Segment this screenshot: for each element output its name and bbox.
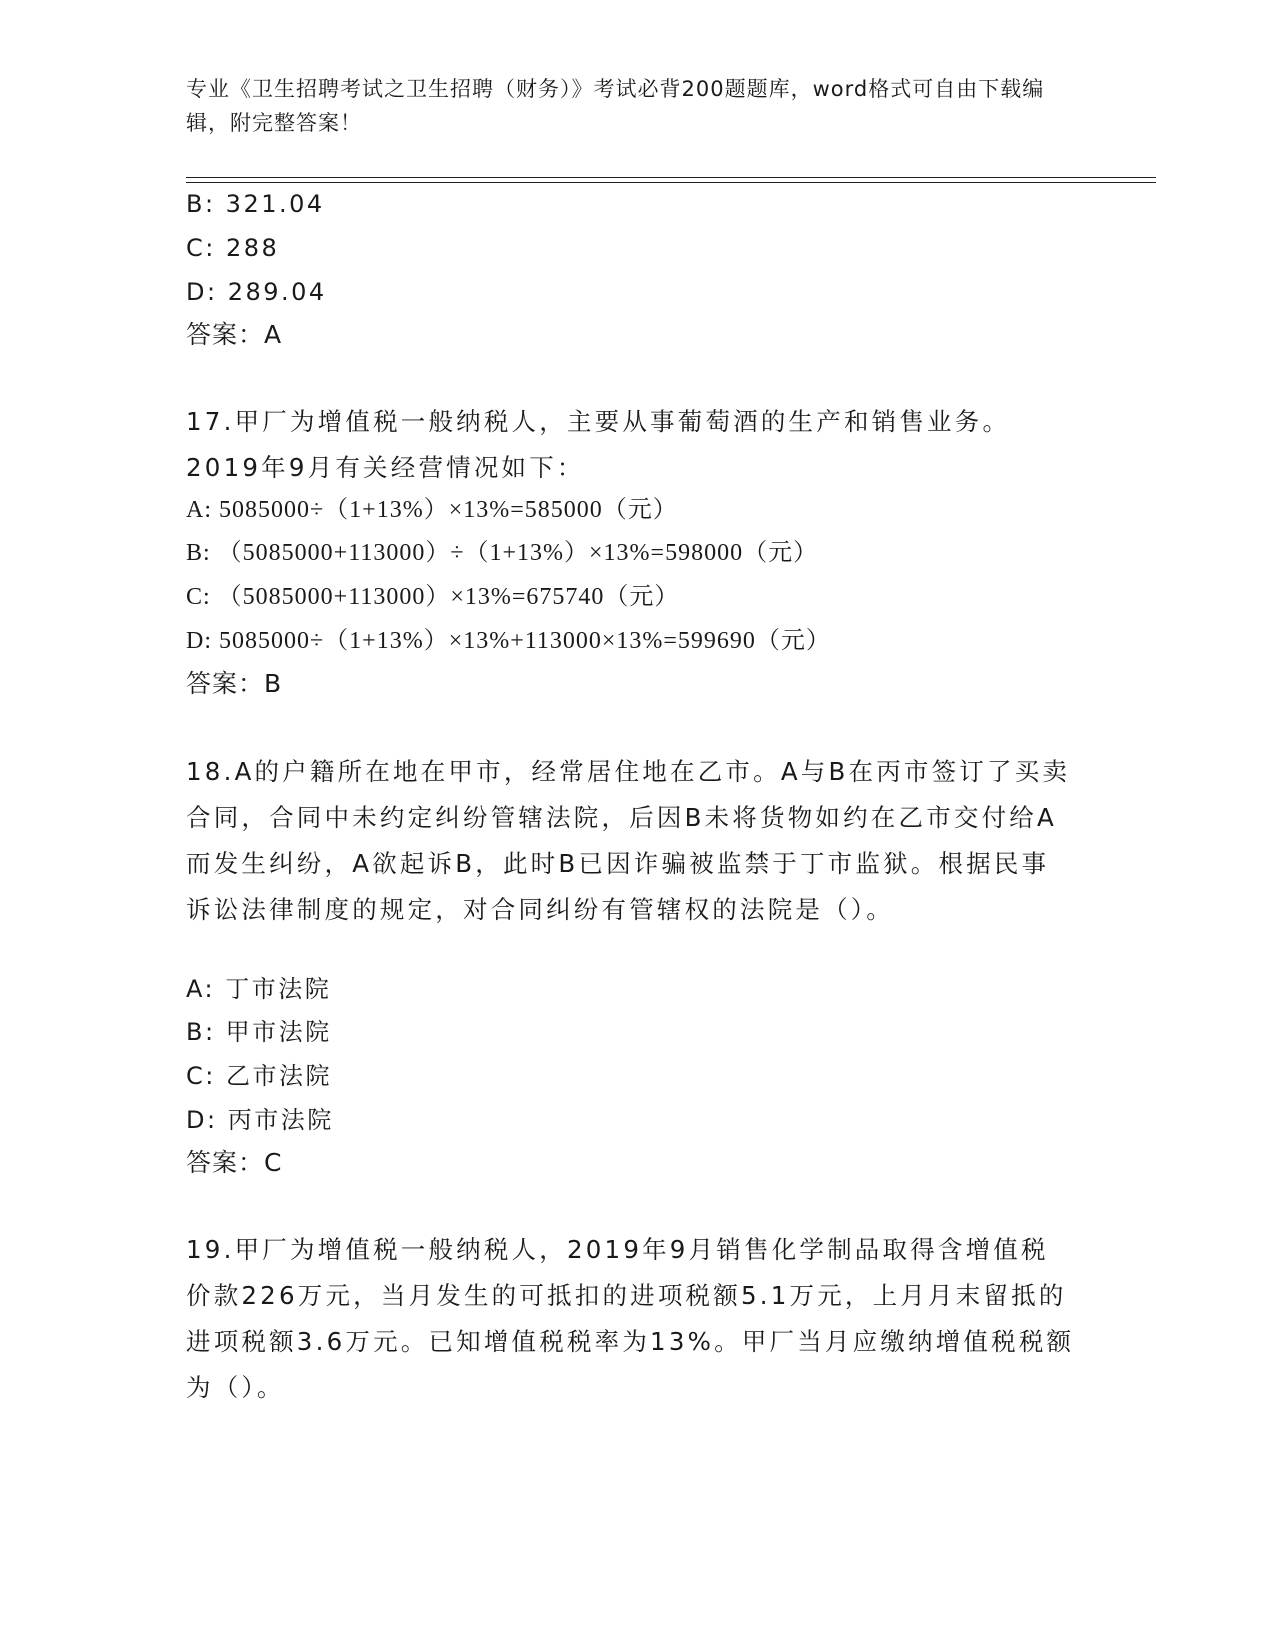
q18-option-b: B: 甲市法院 — [186, 1018, 332, 1046]
q18-option-a: A: 丁市法院 — [186, 975, 332, 1003]
q19-stem: 19.甲厂为增值税一般纳税人，2019年9月销售化学制品取得含增值税价款226万元，当月发生的可抵扣的进项税额5.1万元，上月月末留抵的进项税额3.6万元。已知增值税税率为13%。甲厂当月应缴纳增值税税额为（）。 — [186, 1235, 1075, 1402]
q18-stem: 18.A的户籍所在地在甲市，经常居住地在乙市。A与B在丙市签订了买卖合同，合同中未约定纠纷管辖法院，后因B未将货物如约在乙市交付给A而发生纠纷，A欲起诉B，此时B已因诈骗被监禁于丁市监狱。根据民事诉讼法律制度的规定，对合同纠纷有管辖权的法院是（）。 — [186, 757, 1071, 924]
q18-answer: 答案：C — [186, 1148, 283, 1177]
q17-stem: 17.甲厂为增值税一般纳税人，主要从事葡萄酒的生产和销售业务。2019年9月有关经营情况如下： — [186, 407, 1011, 482]
q18-option-c: C: 乙市法院 — [186, 1062, 332, 1090]
header-divider-top — [186, 177, 1156, 178]
q16-option-c: C: 288 — [186, 234, 280, 262]
q17-answer: 答案：B — [186, 669, 283, 698]
q17-option-d: D: 5085000÷（1+13%）×13%+113000×13%=599690（元） — [186, 628, 831, 654]
q17-option-a: A: 5085000÷（1+13%）×13%=585000（元） — [186, 497, 678, 523]
q16-option-b: B: 321.04 — [186, 190, 325, 218]
q17-option-c: C: （5085000+113000）×13%=675740（元） — [186, 584, 680, 610]
q18-option-d: D: 丙市法院 — [186, 1106, 334, 1134]
q16-answer: 答案：A — [186, 320, 283, 349]
q16-option-d: D: 289.04 — [186, 278, 327, 306]
page-header-title: 专业《卫生招聘考试之卫生招聘（财务）》考试必背200题题库，word格式可自由下载编辑，附完整答案！ — [186, 77, 1045, 135]
q17-option-b: B: （5085000+113000）÷（1+13%）×13%=598000（元） — [186, 540, 819, 566]
